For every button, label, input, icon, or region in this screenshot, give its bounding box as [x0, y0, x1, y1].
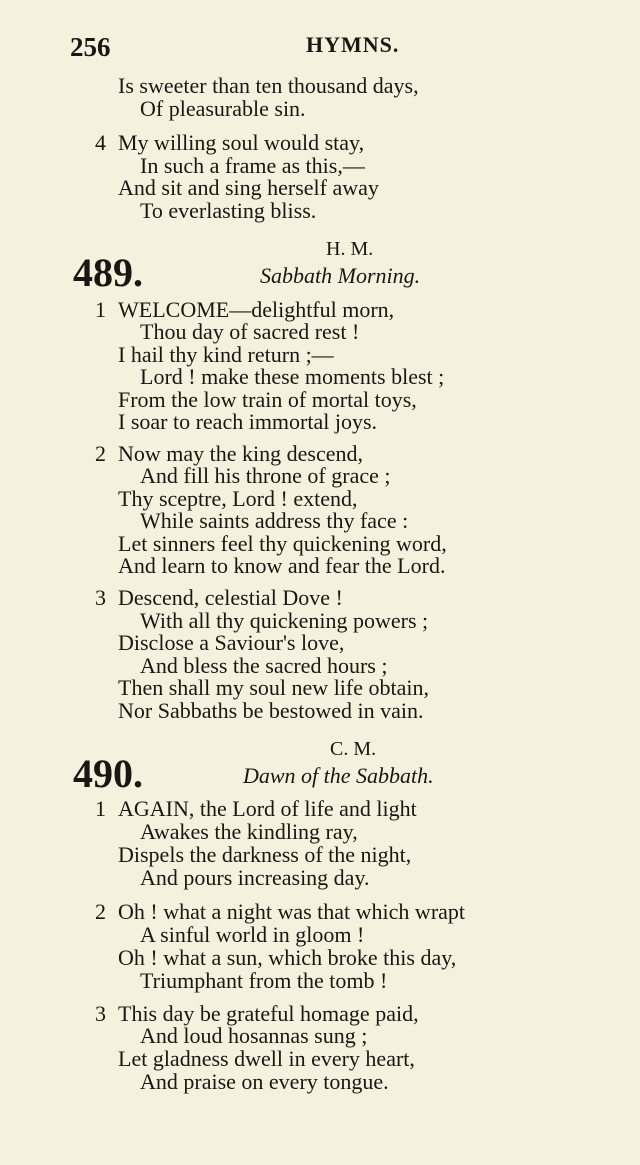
verse-line: And loud hosannas sung ; — [140, 1023, 368, 1048]
hymn-title: Dawn of the Sabbath. — [243, 763, 434, 788]
verse-line: Oh ! what a night was that which wrapt — [118, 899, 466, 924]
stanza-number: 4 — [95, 130, 106, 155]
verse-line: Let sinners feel thy quickening word, — [118, 531, 447, 556]
hymn-title: Sabbath Morning. — [260, 263, 421, 288]
verse-line: Thou day of sacred rest ! — [140, 319, 360, 344]
verse-line: Then shall my soul new life obtain, — [118, 675, 429, 700]
verse-line: I soar to reach immortal joys. — [118, 409, 378, 434]
verse-line: Awakes the kindling ray, — [140, 819, 358, 844]
verse-line: Triumphant from the tomb ! — [140, 968, 388, 993]
verse-line: Disclose a Saviour's love, — [118, 630, 345, 655]
stanza-number: 1 — [95, 796, 106, 821]
verse-line: And praise on every tongue. — [140, 1069, 389, 1094]
hymn-meter: C. M. — [330, 738, 377, 760]
stanza-number: 2 — [95, 441, 106, 466]
verse-line: My willing soul would stay, — [118, 130, 365, 155]
verse-line: And bless the sacred hours ; — [140, 653, 388, 678]
stanza-number: 1 — [95, 297, 106, 322]
verse-line: To everlasting bliss. — [140, 198, 317, 223]
verse-line: With all thy quickening powers ; — [140, 608, 429, 633]
verse-line: And learn to know and fear the Lord. — [118, 553, 446, 578]
verse-line: This day be grateful homage paid, — [118, 1001, 419, 1026]
verse-line: Let gladness dwell in every heart, — [118, 1046, 415, 1071]
verse-line: From the low train of mortal toys, — [118, 387, 417, 412]
verse-line: While saints address thy face : — [140, 508, 409, 533]
verse-line: Is sweeter than ten thousand days, — [118, 73, 419, 98]
verse-line: Now may the king descend, — [118, 441, 363, 466]
verse-line: In such a frame as this,— — [140, 153, 365, 178]
verse-line: And fill his throne of grace ; — [140, 463, 391, 488]
verse-line: And pours increasing day. — [140, 865, 370, 890]
hymn-meter: H. M. — [326, 238, 374, 260]
verse-line: Nor Sabbaths be bestowed in vain. — [118, 698, 424, 723]
stanza-number: 3 — [95, 585, 106, 610]
verse-line: Oh ! what a sun, which broke this day, — [118, 945, 457, 970]
stanza-number: 3 — [95, 1001, 106, 1026]
verse-line: Of pleasurable sin. — [140, 96, 306, 121]
verse-line: Lord ! make these moments blest ; — [140, 364, 445, 389]
verse-line: A sinful world in gloom ! — [140, 922, 365, 947]
verse-line: Thy sceptre, Lord ! extend, — [118, 486, 358, 511]
verse-line: WELCOME—delightful morn, — [118, 297, 395, 322]
verse-line: And sit and sing herself away — [118, 175, 379, 200]
page-number: 256 — [70, 32, 111, 62]
stanza-number: 2 — [95, 899, 106, 924]
hymn-number: 489. — [73, 250, 143, 295]
hymn-number: 490. — [73, 751, 143, 796]
running-head: HYMNS. — [306, 32, 400, 57]
verse-line: AGAIN, the Lord of life and light — [118, 796, 417, 821]
verse-line: I hail thy kind return ;— — [118, 342, 334, 367]
verse-line: Descend, celestial Dove ! — [118, 585, 343, 610]
verse-line: Dispels the darkness of the night, — [118, 842, 412, 867]
